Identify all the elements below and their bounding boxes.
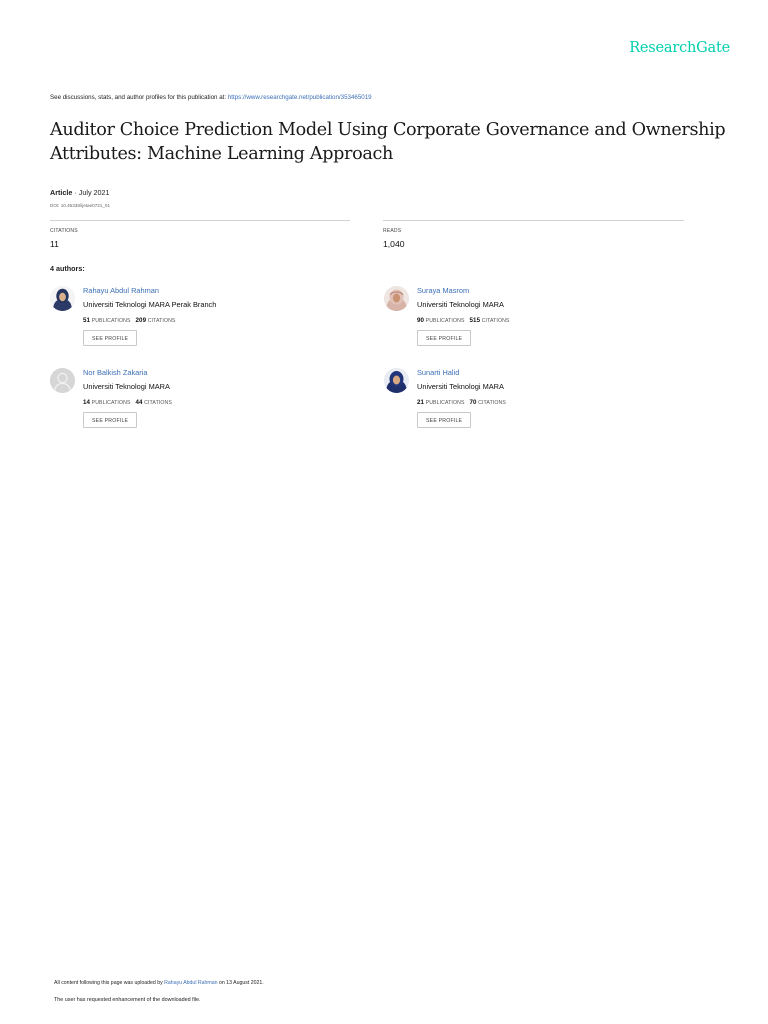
citations-label: CITATIONS bbox=[478, 400, 506, 406]
publication-type: Article bbox=[50, 188, 73, 197]
see-profile-button[interactable]: SEE PROFILE bbox=[417, 412, 471, 428]
author-institution: Universiti Teknologi MARA bbox=[417, 382, 504, 391]
see-profile-button[interactable]: SEE PROFILE bbox=[83, 330, 137, 346]
author-name-link[interactable]: Suraya Masrom bbox=[417, 286, 470, 295]
citations-count: 209 bbox=[135, 317, 147, 324]
author-card-nor-balkish bbox=[50, 368, 350, 438]
citations-count: 70 bbox=[469, 399, 477, 406]
researchgate-logo[interactable]: ResearchGate bbox=[629, 40, 730, 56]
publications-count: 90 bbox=[417, 317, 425, 324]
publications-count: 51 bbox=[83, 317, 91, 324]
title-line-1: Auditor Choice Prediction Model Using Corporate Governance and Ownership bbox=[50, 120, 726, 140]
see-profile-button[interactable]: SEE PROFILE bbox=[417, 330, 471, 346]
publications-count: 21 bbox=[417, 399, 425, 406]
citations-label: CITATIONS bbox=[147, 318, 176, 324]
avatar-placeholder-icon[interactable] bbox=[50, 368, 75, 393]
upload-note bbox=[54, 980, 264, 986]
author-card-rahayu bbox=[50, 286, 350, 356]
authors-heading: 4 authors: bbox=[50, 264, 85, 273]
author-stats bbox=[83, 317, 175, 324]
author-name-link[interactable]: Nor Balkish Zakaria bbox=[83, 368, 148, 377]
citations-label: CITATIONS bbox=[481, 318, 510, 324]
author-card-sunarti bbox=[384, 368, 684, 438]
author-institution: Universiti Teknologi MARA bbox=[83, 382, 170, 391]
publication-url-link[interactable]: https://www.researchgate.net/publication/353465019 bbox=[227, 94, 372, 101]
reads-count: 1,040 bbox=[383, 239, 405, 249]
publications-label: PUBLICATIONS bbox=[91, 318, 131, 324]
publication-title bbox=[50, 118, 730, 166]
author-stats bbox=[417, 317, 509, 324]
discussion-prefix: See discussions, stats, and author profiles for this publication at: bbox=[50, 94, 228, 101]
author-stats bbox=[417, 399, 506, 406]
author-institution: Universiti Teknologi MARA Perak Branch bbox=[83, 300, 217, 309]
author-name-link[interactable]: Sunarti Halid bbox=[417, 368, 460, 377]
author-institution: Universiti Teknologi MARA bbox=[417, 300, 504, 309]
upload-suffix: on 13 August 2021. bbox=[217, 980, 264, 986]
author-stats bbox=[83, 399, 172, 406]
publications-count: 14 bbox=[83, 399, 91, 406]
publications-label: PUBLICATIONS bbox=[425, 318, 465, 324]
avatar-hijab-light-icon[interactable] bbox=[384, 286, 409, 311]
citations-divider bbox=[50, 220, 350, 221]
publication-date: · July 2021 bbox=[74, 188, 110, 197]
citations-count: 515 bbox=[469, 317, 481, 324]
enhancement-note: The user has requested enhancement of the downloaded file. bbox=[54, 997, 201, 1003]
reads-divider bbox=[383, 220, 684, 221]
title-line-2: Attributes: Machine Learning Approach bbox=[50, 144, 393, 164]
publication-doi: DOI: 10.46338/ijetae0721_01 bbox=[50, 203, 111, 208]
see-profile-button[interactable]: SEE PROFILE bbox=[83, 412, 137, 428]
avatar-hijab-dark-icon[interactable] bbox=[50, 286, 75, 311]
publications-label: PUBLICATIONS bbox=[425, 400, 465, 406]
author-name-link[interactable]: Rahayu Abdul Rahman bbox=[83, 286, 160, 295]
author-card-suraya bbox=[384, 286, 684, 356]
publications-label: PUBLICATIONS bbox=[91, 400, 131, 406]
citations-label: CITATIONS bbox=[144, 400, 172, 406]
uploader-link[interactable]: Rahayu Abdul Rahman bbox=[164, 980, 218, 986]
publication-meta bbox=[50, 188, 110, 197]
citations-count: 44 bbox=[135, 399, 143, 406]
discussion-line bbox=[50, 94, 372, 101]
upload-prefix: All content following this page was uploaded by bbox=[54, 980, 165, 986]
avatar-hijab-navy-icon[interactable] bbox=[384, 368, 409, 393]
citations-label: CITATIONS bbox=[50, 228, 78, 234]
citations-count: 11 bbox=[50, 239, 59, 249]
reads-label: READS bbox=[383, 228, 402, 234]
